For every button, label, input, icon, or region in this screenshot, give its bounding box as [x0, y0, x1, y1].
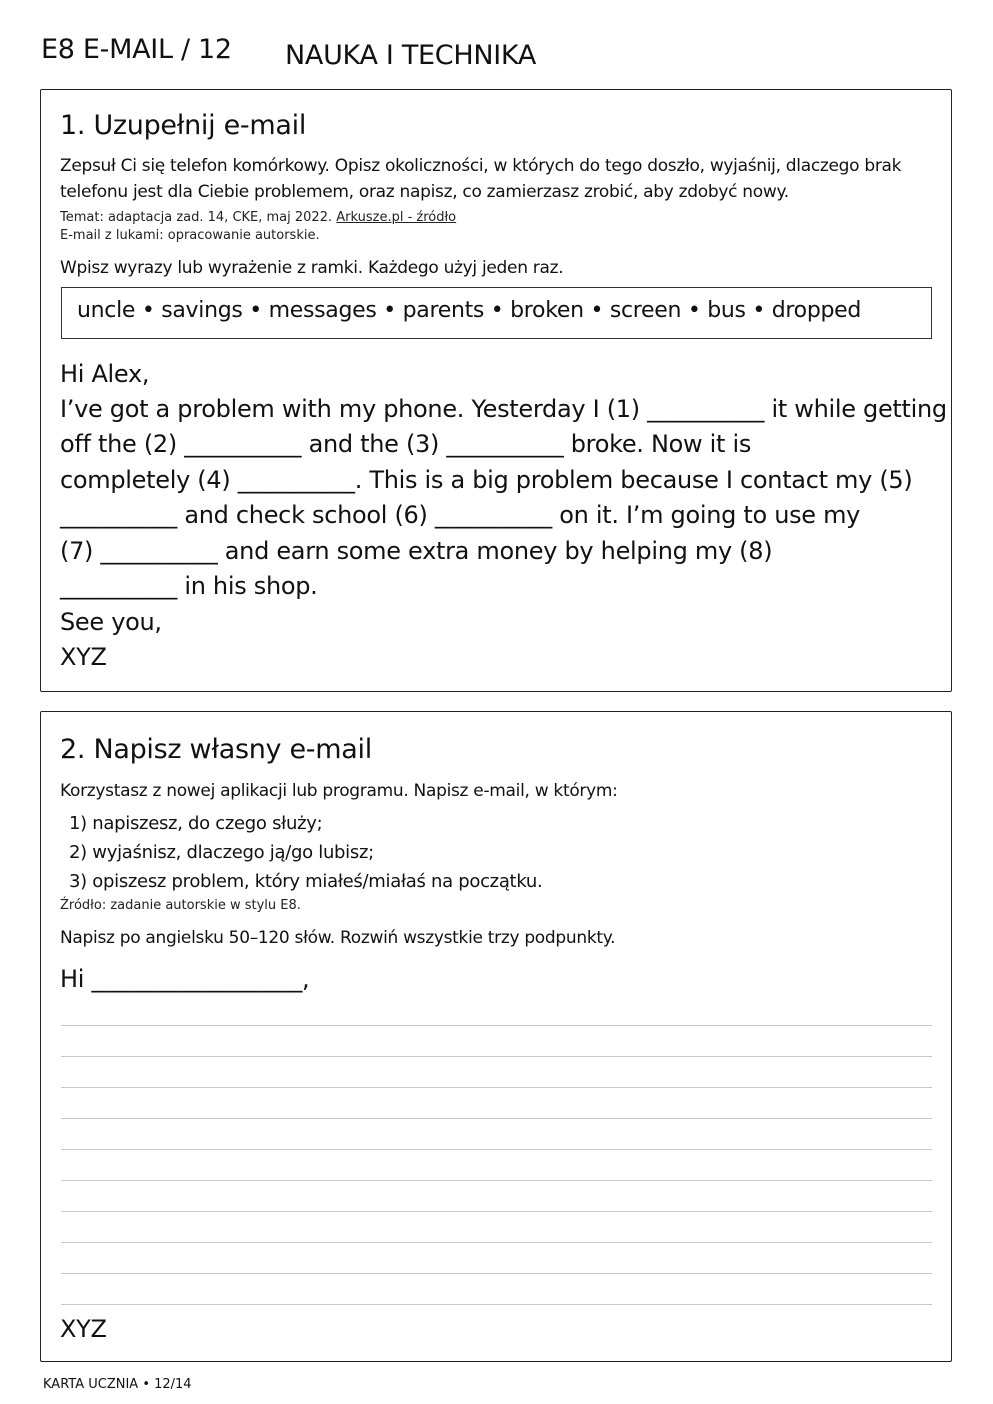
- writing-line[interactable]: [61, 1304, 932, 1305]
- word-bank-words: uncle • savings • messages • parents • broken • screen • bus • dropped: [77, 298, 862, 323]
- wordbank-instruction: Wpisz wyrazy lub wyrażenie z ramki. Każdego użyj jeden raz.: [60, 258, 564, 278]
- list-item: 3) opiszesz problem, który miałeś/miałaś na początku.: [69, 871, 543, 892]
- email-line: completely (4) __________. This is a big problem because I contact my (5): [60, 466, 913, 494]
- task2-source: Źródło: zadanie autorskie w stylu E8.: [60, 898, 301, 913]
- length-instruction: Napisz po angielsku 50–120 słów. Rozwiń wszystkie trzy podpunkty.: [60, 928, 616, 948]
- task1-instruction: Zepsuł Ci się telefon komórkowy. Opisz okoliczności, w których do tego doszło, wyjaśnij, dlaczego brak telefonu jest dla Ciebie problemem, oraz napisz, co zamierzasz zrobić, aby zdobyć nowy.: [60, 156, 902, 202]
- writing-line[interactable]: [61, 1118, 932, 1119]
- worksheet-code: E8 E-MAIL / 12: [41, 34, 232, 65]
- task1-title: 1. Uzupełnij e-mail: [60, 110, 307, 141]
- task2-title: 2. Napisz własny e-mail: [60, 734, 372, 765]
- page-footer: KARTA UCZNIA • 12/14: [43, 1377, 192, 1392]
- list-item: 1) napiszesz, do czego służy;: [69, 813, 323, 834]
- list-item: 2) wyjaśnisz, dlaczego ją/go lubisz;: [69, 842, 374, 863]
- word-bank: [61, 287, 932, 339]
- source-prefix: Temat: adaptacja zad. 14, CKE, maj 2022.: [60, 210, 337, 225]
- signature: XYZ: [60, 1315, 107, 1343]
- greeting-line[interactable]: Hi __________________,: [60, 965, 310, 993]
- writing-line[interactable]: [61, 1056, 932, 1057]
- writing-line[interactable]: [61, 1087, 932, 1088]
- email-line: See you,: [60, 608, 162, 636]
- email-line: __________ in his shop.: [60, 572, 318, 600]
- writing-line[interactable]: [61, 1273, 932, 1274]
- writing-line[interactable]: [61, 1149, 932, 1150]
- email-line: I’ve got a problem with my phone. Yesterday I (1) __________ it while getting: [60, 395, 947, 423]
- task1-box: [40, 89, 952, 692]
- email-line: off the (2) __________ and the (3) __________ broke. Now it is: [60, 430, 752, 458]
- email-line: Hi Alex,: [60, 360, 150, 388]
- task2-points: [69, 809, 542, 896]
- email-line: __________ and check school (6) __________ on it. I’m going to use my: [60, 501, 861, 529]
- task1-source: [60, 209, 456, 227]
- source-link[interactable]: Arkusze.pl - źródło: [336, 210, 457, 225]
- email-line: XYZ: [60, 643, 107, 671]
- writing-line[interactable]: [61, 1025, 932, 1026]
- writing-line[interactable]: [61, 1242, 932, 1243]
- task2-instruction: Korzystasz z nowej aplikacji lub programu. Napisz e-mail, w którym:: [60, 781, 618, 801]
- email-line: (7) __________ and earn some extra money by helping my (8): [60, 537, 773, 565]
- worksheet-topic: NAUKA I TECHNIKA: [285, 40, 537, 71]
- task2-box: [40, 711, 952, 1362]
- task1-source-note: E-mail z lukami: opracowanie autorskie.: [60, 228, 320, 243]
- writing-line[interactable]: [61, 1180, 932, 1181]
- writing-line[interactable]: [61, 1211, 932, 1212]
